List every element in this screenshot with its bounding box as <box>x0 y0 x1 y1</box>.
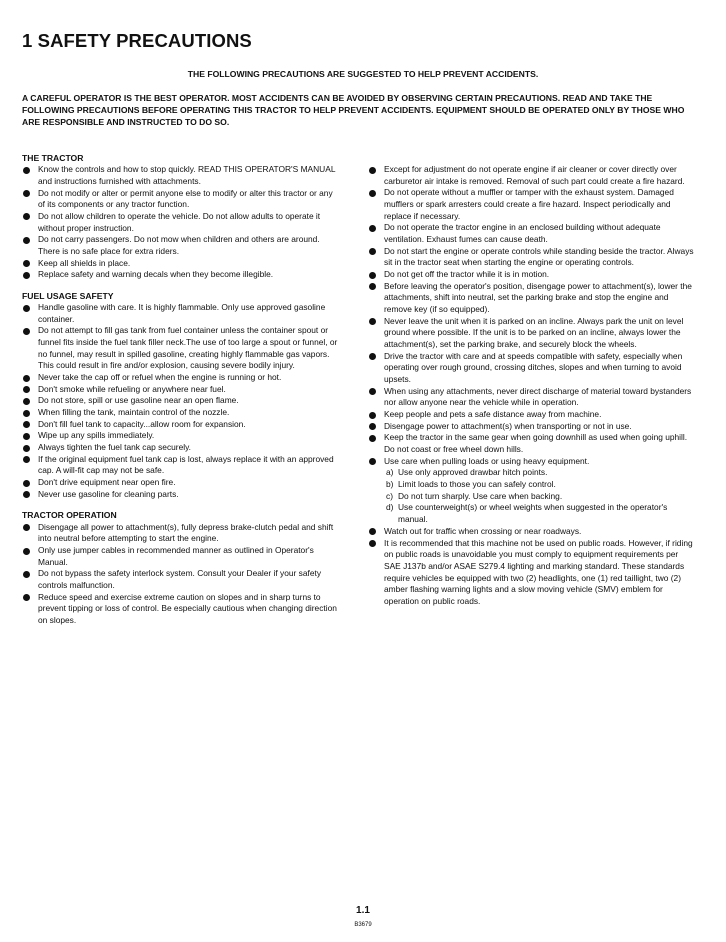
sub-list-item <box>386 491 696 503</box>
list-item-text: Wipe up any spills immediately. <box>38 430 155 441</box>
list-item-text: Do not operate without a muffler or tamper with the exhaust system. Damaged mufflers or spark arresters could create a fire hazard. Inspect periodically and replace if necessary. <box>384 187 674 221</box>
bullet-list <box>22 302 340 500</box>
sub-item-letter: b) <box>386 479 394 490</box>
list-item-text: Do not get off the tractor while it is in motion. <box>384 269 550 280</box>
list-item-text: Do not bypass the safety interlock system. Consult your Dealer if your safety controls malfunction. <box>38 568 322 591</box>
bullet-icon <box>23 480 30 487</box>
list-item <box>22 302 340 325</box>
bullet-icon <box>23 456 30 463</box>
bullet-icon <box>369 225 376 232</box>
sub-list-item <box>386 479 696 491</box>
section-heading: TRACTOR OPERATION <box>22 510 117 521</box>
list-item <box>368 432 696 455</box>
sub-item-text: Use counterweight(s) or wheel weights when suggested in the operator's manual. <box>398 502 668 525</box>
bullet-icon <box>23 398 30 405</box>
bullet-icon <box>23 260 30 267</box>
sub-item-letter: a) <box>386 467 394 478</box>
list-item <box>368 269 696 281</box>
bullet-icon <box>23 548 30 555</box>
bullet-icon <box>23 433 30 440</box>
bullet-icon <box>23 524 30 531</box>
bullet-icon <box>23 445 30 452</box>
sub-list-item <box>386 467 696 479</box>
list-item-text: Don't fill fuel tank to capacity...allow room for expansion. <box>38 418 246 429</box>
bullet-icon <box>23 328 30 335</box>
bullet-icon <box>369 353 376 360</box>
list-item-text: Do not attempt to fill gas tank from fuel container unless the container spout or funnel fits inside the fuel tank filler neck.The use of too large a spout or funnel, or no funnel, may result in spilled gasoline, creating highly flammable gas vapors. This could result in fire and/or explosion, causing severe bodily injury. <box>38 325 338 371</box>
list-item <box>368 538 696 608</box>
bullet-icon <box>23 421 30 428</box>
list-item-text: Disengage power to attachment(s) when transporting or not in use. <box>384 420 632 431</box>
list-item <box>368 187 696 222</box>
bullet-icon <box>23 272 30 279</box>
bullet-list <box>22 522 340 627</box>
bullet-icon <box>23 213 30 220</box>
bullet-icon <box>369 272 376 279</box>
list-item-text: Do not store, spill or use gasoline near an open flame. <box>38 395 239 406</box>
list-item-text: Know the controls and how to stop quickly. READ THIS OPERATOR'S MANUAL and instructions furnished with attachments. <box>38 164 336 186</box>
list-item-text: Do not modify or alter or permit anyone else to modify or alter this tractor or any of its components or any tractor function. <box>38 187 333 210</box>
list-item <box>22 211 340 234</box>
right-column <box>368 164 696 608</box>
sub-item-text: Limit loads to those you can safely control. <box>398 479 556 490</box>
list-item <box>368 421 696 433</box>
bullet-icon <box>23 237 30 244</box>
list-item <box>22 489 340 501</box>
bullet-icon <box>369 435 376 442</box>
list-item-text: Never use gasoline for cleaning parts. <box>38 488 179 499</box>
document-code: B3679 <box>354 922 372 928</box>
bullet-icon <box>23 410 30 417</box>
list-item <box>368 386 696 409</box>
list-item-text: Watch out for traffic when crossing or near roadways. <box>384 525 582 536</box>
sub-item-letter: d) <box>386 502 394 513</box>
bullet-icon <box>369 283 376 290</box>
list-item-text: Never take the cap off or refuel when the engine is running or hot. <box>38 372 282 383</box>
list-item-text: Keep the tractor in the same gear when going downhill as used when going uphill. Do not coast or free wheel down hills. <box>384 432 688 455</box>
list-item-text: Before leaving the operator's position, disengage power to attachment(s), lower the attachments, shift into neutral, set the parking brake and stop the engine and remove key (if so equipped). <box>384 280 692 315</box>
list-item-text: Drive the tractor with care and at speeds compatible with safety, especially when operating over rough ground, crossing ditches, slopes and when turning to avoid upsets. <box>384 350 683 385</box>
bullet-icon <box>369 190 376 197</box>
list-item <box>22 522 340 545</box>
list-item <box>368 222 696 245</box>
sub-item-letter: c) <box>386 490 393 501</box>
list-item <box>368 281 696 316</box>
section-tractor-operation <box>22 510 340 626</box>
section-fuel-usage-safety <box>22 291 340 501</box>
list-item <box>368 409 696 421</box>
list-item <box>22 430 340 442</box>
sub-item-text: Do not turn sharply. Use care when backing. <box>398 490 563 501</box>
list-item <box>368 456 696 526</box>
list-item-text: Do not carry passengers. Do not mow when children and others are around. There is no safe place for extra riders. <box>38 234 320 256</box>
sub-item-text: Use only approved drawbar hitch points. <box>398 467 548 478</box>
subtitle: THE FOLLOWING PRECAUTIONS ARE SUGGESTED TO HELP PREVENT ACCIDENTS. <box>187 69 539 79</box>
bullet-list <box>22 164 340 281</box>
bullet-icon <box>23 386 30 393</box>
section-heading: THE TRACTOR <box>22 153 84 163</box>
list-item-text: It is recommended that this machine not be used on public roads. However, if riding on public roads is unavoidable you must comply to equipment requirements per SAE J137b and/or ASAE S279.4 lighting and marking standard. These standards require vehicles be equipped with two (2) headlights, one (1) red taillight, two (2) amber flashing warning lights and a slow moving vehicle (SMV) emblem for operation on public roads. <box>384 537 693 606</box>
list-item-text: If the original equipment fuel tank cap is lost, always replace it with an approved cap. A will-fit cap may not be safe. <box>38 453 334 476</box>
list-item <box>368 164 696 187</box>
page-number: 1.1 <box>356 905 370 916</box>
list-item-text: Disengage all power to attachment(s), fully depress brake-clutch pedal and shift into neutral before attempting to start the engine. <box>38 521 334 544</box>
list-item-text: Replace safety and warning decals when they become illegible. <box>38 269 274 280</box>
list-item-text: Don't smoke while refueling or anywhere near fuel. <box>38 383 226 394</box>
list-item-text: Keep people and pets a safe distance away from machine. <box>384 409 602 420</box>
list-item <box>22 454 340 477</box>
list-item-text: Only use jumper cables in recommended manner as outlined in Operator's Manual. <box>38 545 314 567</box>
list-item-text: Do not start the engine or operate controls while standing beside the tractor. Always sit in the tractor seat when starting the engine or operating controls. <box>384 245 694 268</box>
bullet-icon <box>369 540 376 547</box>
sub-list <box>384 467 696 525</box>
list-item <box>22 269 340 281</box>
list-item <box>22 395 340 407</box>
bullet-icon <box>369 248 376 255</box>
list-item-text: Do not operate the tractor engine in an enclosed building without adequate ventilation. Exhaust fumes can cause death. <box>384 222 661 245</box>
bullet-icon <box>369 318 376 325</box>
list-item <box>22 384 340 396</box>
section-heading: FUEL USAGE SAFETY <box>22 290 114 301</box>
bullet-icon <box>23 571 30 578</box>
list-item-text: Don't drive equipment near open fire. <box>38 477 176 488</box>
list-item <box>22 372 340 384</box>
bullet-icon <box>369 458 376 465</box>
list-item <box>22 545 340 568</box>
list-item-text: Handle gasoline with care. It is highly flammable. Only use approved gasoline container. <box>38 302 326 324</box>
bullet-icon <box>369 412 376 419</box>
list-item-text: When using any attachments, never direct discharge of material toward bystanders nor allow anyone near the vehicle while in operation. <box>384 385 692 408</box>
bullet-icon <box>369 423 376 430</box>
list-item <box>368 246 696 269</box>
list-item <box>22 258 340 270</box>
list-item <box>22 234 340 257</box>
list-item <box>22 325 340 372</box>
list-item-text: Never leave the unit when it is parked on an incline. Always park the unit on level ground where possible. If the unit is to be parked on an incline, always lower the attachment(s), set the parking brake, and securely block the wheels. <box>384 315 684 350</box>
list-item <box>22 568 340 591</box>
bullet-icon <box>23 594 30 601</box>
list-item-text: Keep all shields in place. <box>38 257 131 268</box>
list-item-text: Do not allow children to operate the vehicle. Do not allow adults to operate it without proper instruction. <box>38 210 321 233</box>
page-title: 1 SAFETY PRECAUTIONS <box>22 30 252 51</box>
bullet-icon <box>23 167 30 174</box>
list-item <box>22 188 340 211</box>
sub-list-item <box>386 502 696 525</box>
list-item-text: Reduce speed and exercise extreme caution on slopes and in sharp turns to prevent tipping or loss of control. Be especially cautious when changing direction on slopes. <box>38 591 337 626</box>
list-item <box>368 316 696 351</box>
bullet-icon <box>23 190 30 197</box>
list-item <box>368 526 696 538</box>
bullet-icon <box>369 167 376 174</box>
list-item <box>22 477 340 489</box>
bullet-icon <box>23 305 30 312</box>
list-item-text: Always tighten the fuel tank cap securely. <box>38 442 192 453</box>
list-item-text: Use care when pulling loads or using heavy equipment. <box>384 455 590 466</box>
left-column <box>22 153 340 637</box>
intro-paragraph: A CAREFUL OPERATOR IS THE BEST OPERATOR. MOST ACCIDENTS CAN BE AVOIDED BY OBSERVING CERTAIN PRECAUTIONS. READ AND TAKE THE FOLLOWING PRECAUTIONS BEFORE OPERATING THIS TRACTOR TO HELP PREVENT ACCIDENTS. EQUIPMENT SHOULD BE OPERATED ONLY BY THOSE WHO ARE RESPONSIBLE AND INSTRUCTED TO DO SO. <box>22 93 685 127</box>
bullet-icon <box>23 375 30 382</box>
list-item <box>22 419 340 431</box>
list-item <box>22 592 340 627</box>
list-item <box>22 164 340 187</box>
list-item <box>368 351 696 386</box>
list-item-text: Except for adjustment do not operate engine if air cleaner or cover directly over carburetor air intake is removed. Removal of such part could create a fire hazard. <box>384 164 685 186</box>
list-item <box>22 442 340 454</box>
list-item-text: When filling the tank, maintain control of the nozzle. <box>38 407 230 418</box>
bullet-icon <box>369 528 376 535</box>
bullet-list <box>368 164 696 608</box>
section-the-tractor <box>22 153 340 281</box>
bullet-icon <box>369 388 376 395</box>
list-item <box>22 407 340 419</box>
bullet-icon <box>23 491 30 498</box>
